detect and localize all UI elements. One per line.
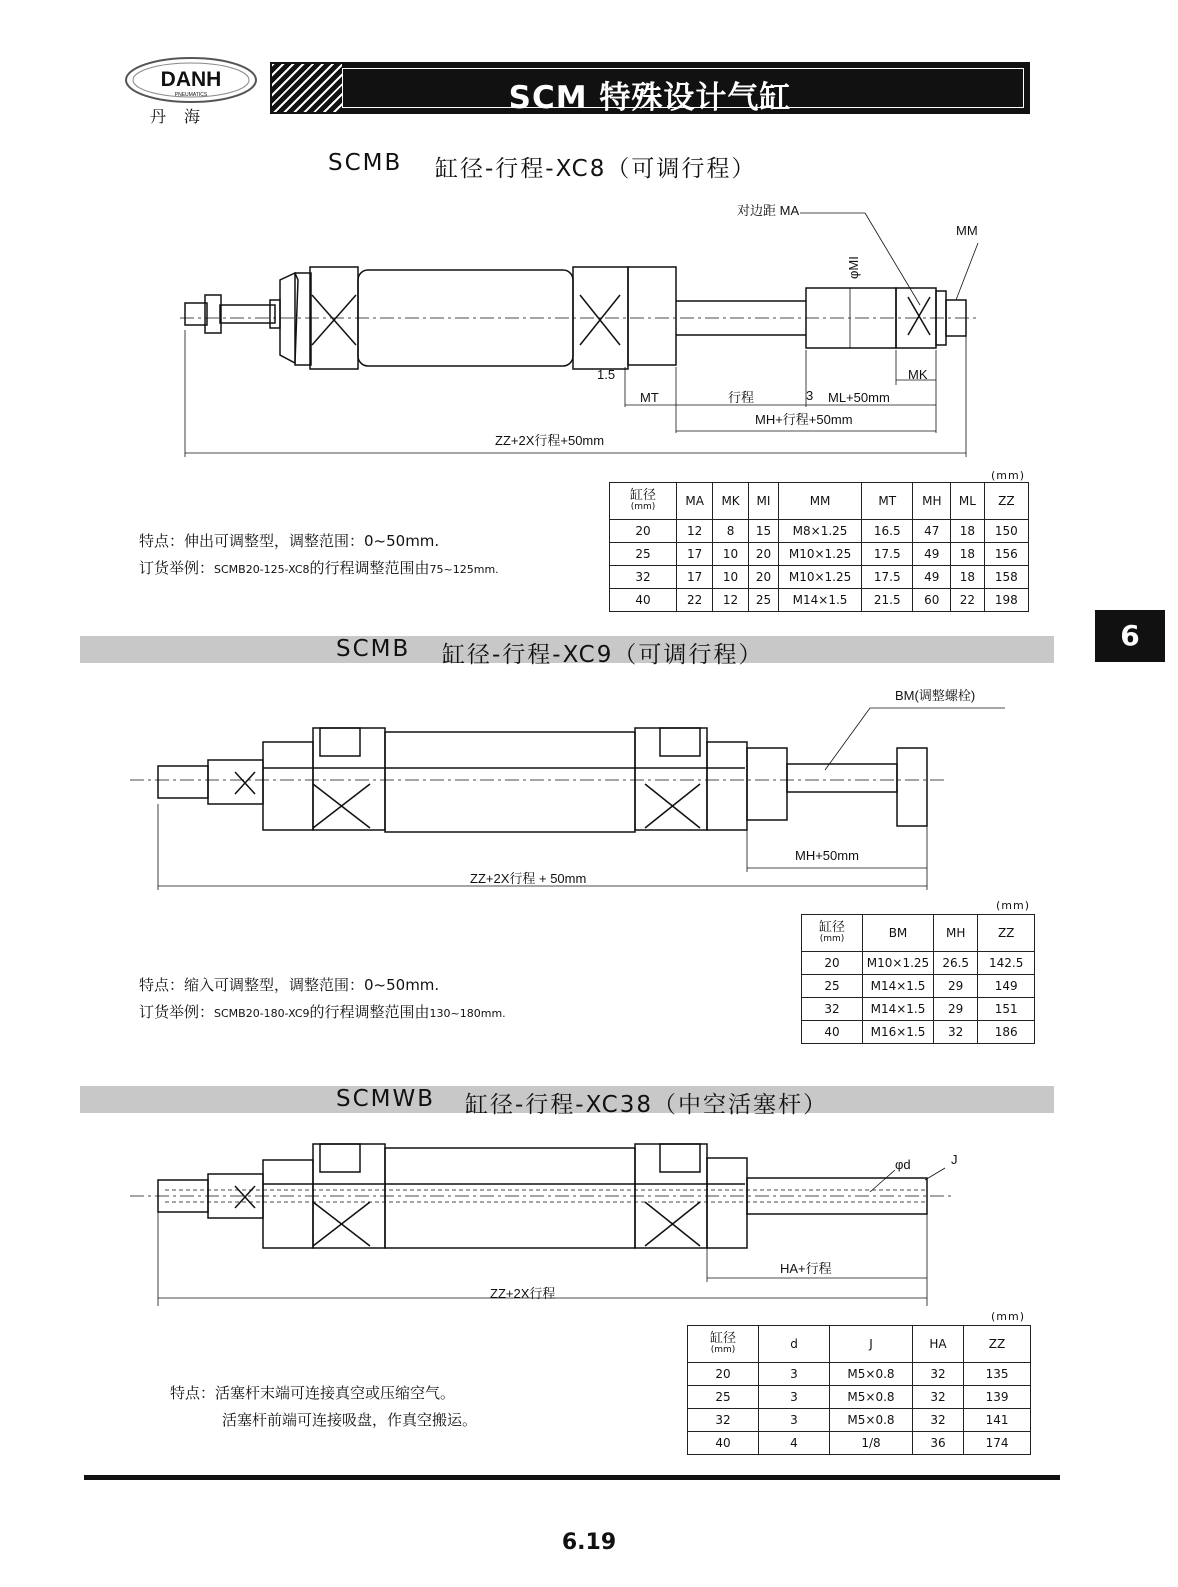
section-title: 缸径-行程-XC8（可调行程） xyxy=(435,156,757,182)
table-row: 32 3 M5×0.8 32 141 xyxy=(688,1409,1031,1432)
label-mk: MK xyxy=(908,367,928,382)
table-row: 20 12 8 15 M8×1.25 16.5 47 18 150 xyxy=(610,520,1029,543)
table-row: 25 3 M5×0.8 32 139 xyxy=(688,1386,1031,1409)
section-model: SCMB xyxy=(336,636,411,662)
table-row: 32 M14×1.5 29 151 xyxy=(802,998,1035,1021)
xc38-spec-table: 缸径 (mm) d J HA ZZ 20 3 M5×0.8 32 135 25 3 M5×0.8 32 139 32 3 M5×0.8 32 141 40 4 1/8 36 174 xyxy=(687,1325,1031,1455)
label-phid: φd xyxy=(895,1157,911,1172)
xc9-spec-table: 缸径 (mm) BM MH ZZ 20 M10×1.25 26.5 142.5 25 M14×1.5 29 149 32 M14×1.5 29 151 40 M16×1.5 32 186 xyxy=(801,914,1035,1044)
table3-unit: (mm) xyxy=(991,1310,1026,1323)
xc38-features xyxy=(170,1380,477,1434)
feature-text: 特点：缩入可调整型，调整范围：0~50mm. xyxy=(139,976,440,994)
xc8-features xyxy=(139,528,499,583)
chapter-tab: 6 xyxy=(1095,610,1165,662)
xc8-diagram xyxy=(120,195,1000,465)
table-row: 20 3 M5×0.8 32 135 xyxy=(688,1363,1031,1386)
xc38-diagram xyxy=(125,1130,985,1310)
label-zz: ZZ+2X行程 + 50mm xyxy=(470,871,587,886)
label-j: J xyxy=(951,1152,958,1167)
table-row: 40 4 1/8 36 174 xyxy=(688,1432,1031,1455)
feature-text-1: 特点：活塞杆末端可连接真空或压缩空气。 xyxy=(170,1384,456,1402)
order-example: 订货举例：SCMB20-180-XC9的行程调整范围由130~180mm. xyxy=(139,1003,506,1021)
feature-text: 特点：伸出可调整型，调整范围：0~50mm. xyxy=(139,532,440,550)
table-row: 40 22 12 25 M14×1.5 21.5 60 22 198 xyxy=(610,589,1029,612)
label-mm: MM xyxy=(956,223,978,238)
xc8-spec-table: 缸径 (mm) MA MK MI MM MT MH ML ZZ 20 12 8 15 M8×1.25 16.5 47 18 150 25 17 10 20 M10×1.25 17.5 49 18 156 32 17 10 20 M10×1.25 17.5 49 18 158 40 22 12 25 M14×1.5 21.5 60 22 198 xyxy=(609,482,1029,612)
feature-text-2: 活塞杆前端可连接吸盘，作真空搬运。 xyxy=(222,1411,478,1429)
label-mt: MT xyxy=(640,390,659,405)
label-zz: ZZ+2X行程 xyxy=(490,1286,556,1301)
label-1-5: 1.5 xyxy=(597,367,616,382)
label-ha: HA+行程 xyxy=(780,1261,832,1276)
section-heading-xc38 xyxy=(80,1086,1054,1118)
section-title: 缸径-行程-XC9（可调行程） xyxy=(442,642,764,668)
xc9-features xyxy=(139,972,506,1027)
table-row: 25 M14×1.5 29 149 xyxy=(802,975,1035,998)
page-title: SCM 特殊设计气缸 xyxy=(508,80,792,116)
label-ml: ML+50mm xyxy=(828,390,890,405)
label-3: 3 xyxy=(806,388,814,403)
label-stroke: 行程 xyxy=(728,390,755,405)
page-number: 6.19 xyxy=(561,1530,617,1555)
logo-text: DANH xyxy=(160,68,222,91)
order-example: 订货举例：SCMB20-125-XC8的行程调整范围由75~125mm. xyxy=(139,559,499,577)
section-title: 缸径-行程-XC38（中空活塞杆） xyxy=(465,1092,829,1118)
logo-chinese-name: 丹海 xyxy=(150,107,219,126)
table-row: 20 M10×1.25 26.5 142.5 xyxy=(802,952,1035,975)
logo-sub: PNEUMATICS xyxy=(174,92,208,98)
section-heading-xc9 xyxy=(80,636,1054,668)
table-row: 25 17 10 20 M10×1.25 17.5 49 18 156 xyxy=(610,543,1029,566)
footer-rule xyxy=(84,1475,1060,1480)
xc9-diagram xyxy=(125,680,1025,890)
table2-unit: (mm) xyxy=(996,899,1031,912)
section-model: SCMWB xyxy=(336,1086,436,1112)
label-zz: ZZ+2X行程+50mm xyxy=(495,433,605,448)
table-row: 32 17 10 20 M10×1.25 17.5 49 18 158 xyxy=(610,566,1029,589)
table1-unit: (mm) xyxy=(991,469,1026,482)
label-ma: 对边距 MA xyxy=(737,203,800,218)
section-heading-xc8 xyxy=(80,150,1054,182)
label-mi: φMI xyxy=(846,256,861,279)
label-mh: MH+行程+50mm xyxy=(755,412,853,427)
table-row: 40 M16×1.5 32 186 xyxy=(802,1021,1035,1044)
title-bar xyxy=(270,62,1030,114)
label-bm: BM(调整螺栓) xyxy=(895,688,976,703)
label-mh: MH+50mm xyxy=(795,848,859,863)
section-model: SCMB xyxy=(328,150,403,176)
danh-logo xyxy=(124,56,258,104)
